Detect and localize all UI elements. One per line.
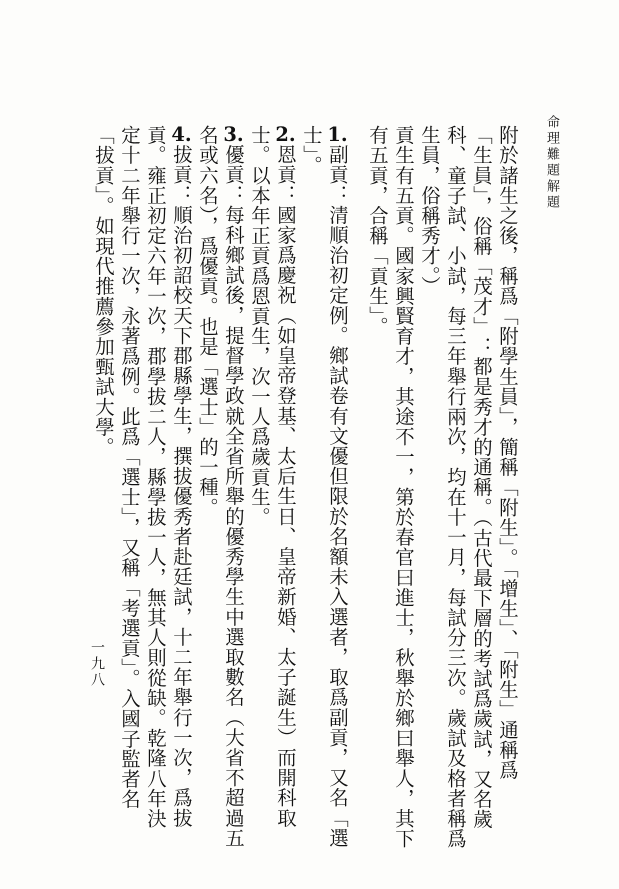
list-item-bagong-cont: 定十二年舉行一次，永著爲例。此爲「選士」，又稱「考選貢」。入國子監者名 <box>118 125 141 810</box>
list-number: 3. <box>223 125 244 145</box>
list-item-bagong-cont: 貢。雍正初定六年一次，郡學拔二人，縣學拔一人，無其人則從缺。乾隆八年決 <box>144 125 167 829</box>
text-column: 「生員」，俗稱「茂才」：都是秀才的通稱。（古代最下層的考試爲歲試，又名歲 <box>470 125 493 830</box>
list-number: 2. <box>275 125 296 145</box>
list-number: 1. <box>327 125 348 145</box>
list-item-bagong-cont: 「拔貢」。如現代推薦參加甄試大學。 <box>92 125 115 457</box>
running-header: 命理難題解題 <box>544 115 559 211</box>
text-column: 科、童子試、小試，每三年舉行兩次，均在十一月，每試分三次。歲試及格者稱爲 <box>444 125 467 849</box>
list-item-yougong: 3.優貢：每科鄉試後，提督學政就全省所舉的優秀學生中選取數名（大省不超過五 <box>222 125 245 848</box>
list-item-yougong-cont: 名或六名），爲優貢。也是「選士」的一種。 <box>196 125 219 518</box>
list-item-engong-cont: 士。以本年正貢爲恩貢生，次一人爲歲貢生。 <box>248 125 271 527</box>
list-item-engong: 2.恩貢：國家爲慶祝（如皇帝登基、太后生日、皇帝新婚、太子誕生）而開科取 <box>274 125 297 828</box>
text-column: 生員，俗稱秀才。） <box>418 125 441 297</box>
column-gap <box>350 125 364 825</box>
text-column: 附於諸生之後，稱爲「附學生員」，簡稱「附生」。「增生」、「附生」通稱爲 <box>496 125 519 780</box>
list-number: 4. <box>171 125 192 145</box>
text-column: 有五貢，合稱「貢生」。 <box>366 125 389 337</box>
body-text <box>60 125 520 849</box>
text-column: 貢生有五貢。國家興賢育才，其途不一，第於春官曰進士，秋舉於鄉曰舉人，其下 <box>392 125 415 849</box>
list-item-fugong: 1.副貢：清順治初定例。鄉試卷有文優但限於名額未入選者，取爲副貢，又名「選 <box>326 125 349 848</box>
page-number: 一九八 <box>89 640 105 688</box>
list-item-bagong: 4.拔貢：順治初詔校天下郡縣學生，撰拔優秀者赴廷試，十二年舉行一次，爲拔 <box>170 125 193 828</box>
list-item-fugong-cont: 士」。 <box>300 125 323 176</box>
